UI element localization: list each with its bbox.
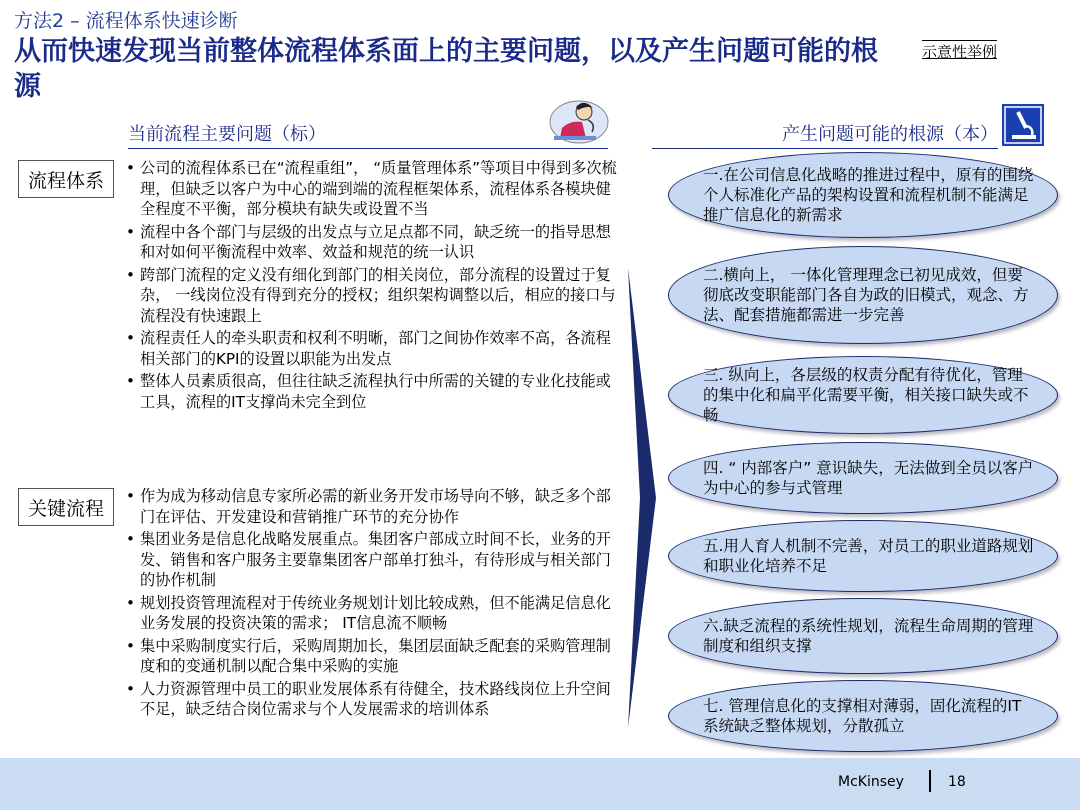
footer-brand: McKinsey [838,774,904,790]
root-cause-text: 七. 管理信息化的支撑相对薄弱，固化流程的IT系统缺乏整体规划，分散孤立 [703,697,1022,735]
list-item: • 公司的流程体系已在“流程重组”， “质量管理体系”等项目中得到多次梳理，但缺乏以客户为中心的端到端的流程框架体系，流程体系各模块健全程度不平衡，部分模块有缺失或设置不当 [126,158,620,220]
page-number: 18 [948,774,966,790]
root-cause-text: 五.用人育人机制不完善，对员工的职业道路规划和职业化培养不足 [703,537,1034,575]
category-process-system: 流程体系 [18,160,114,198]
left-column-heading: 当前流程主要问题（标） [128,120,608,149]
footer-band [0,758,1080,810]
root-cause-ellipse-2 [668,246,1058,344]
category-key-process: 关键流程 [18,488,114,526]
root-cause-ellipse-3 [668,356,1058,434]
footer-divider [929,770,931,792]
list-item: • 集中采购制度实行后，采购周期加长，集团层面缺乏配套的采购管理制度和的变通机制以配合集中采购的实施 [126,636,620,677]
list-item: • 人力资源管理中员工的职业发展体系有待健全，技术路线岗位上升空间不足，缺乏结合岗位需求与个人发展需求的培训体系 [126,679,620,720]
right-column-heading: 产生问题可能的根源（本） [652,120,998,149]
page-subtitle: 方法2 – 流程体系快速诊断 [14,10,238,32]
root-cause-text: 三. 纵向上，各层级的权责分配有待优化，管理的集中化和扁平化需要平衡，相关接口缺失或不畅 [703,366,1029,424]
thinking-person-icon [548,98,610,146]
example-label-text: 示意性举例 [922,43,998,61]
root-cause-ellipse-5 [668,520,1058,592]
root-cause-text: 六.缺乏流程的系统性规划，流程生命周期的管理制度和组织支撑 [703,617,1034,655]
root-cause-ellipse-4 [668,442,1058,514]
list-item: • 规划投资管理流程对于传统业务规划计划比较成熟，但不能满足信息化业务发展的投资决策的需求； IT信息流不顺畅 [126,593,620,634]
key-process-list [126,486,620,722]
list-item: • 跨部门流程的定义没有细化到部门的相关岗位，部分流程的设置过于复杂， 一线岗位没有得到充分的授权；组织架构调整以后，相应的接口与流程没有快速跟上 [126,265,620,327]
heading-connector-line [652,148,712,149]
list-item: • 整体人员素质很高，但往往缺乏流程执行中所需的关键的专业化技能或工具，流程的IT支撑尚未完全到位 [126,371,620,412]
root-cause-ellipse-7 [668,680,1058,752]
page-title: 从而快速发现当前整体流程体系面上的主要问题，以及产生问题可能的根源 [14,36,878,102]
root-cause-ellipse-6 [668,598,1058,674]
list-item: • 集团业务是信息化战略发展重点。集团客户部成立时间不长，业务的开发、销售和客户服务主要靠集团客户部单打独斗，有待形成与相关部门的协作机制 [126,529,620,591]
list-item: • 流程中各个部门与层级的出发点与立足点都不同，缺乏统一的指导思想和对如何平衡流程中效率、效益和规范的统一认识 [126,222,620,263]
root-cause-text: 一.在公司信息化战略的推进过程中，原有的围绕个人标准化产品的架构设置和流程机制不能满足推广信息化的新需求 [703,166,1034,224]
microscope-icon [1002,104,1044,146]
list-item: • 流程责任人的牵头职责和权利不明晰，部门之间协作效率不高，各流程相关部门的KPI的设置以职能为出发点 [126,328,620,369]
process-system-list [126,158,620,414]
root-cause-text: 二.横向上， 一体化管理理念已初见成效，但要彻底改变职能部门各自为政的旧模式，观念、方法、配套措施都需进一步完善 [703,266,1029,324]
root-cause-text: 四. “ 内部客户” 意识缺失，无法做到全员以客户为中心的参与式管理 [703,459,1034,497]
example-label [922,40,997,62]
chevron-arrow-icon [626,268,660,728]
root-cause-ellipse-1 [668,152,1058,238]
list-item: • 作为成为移动信息专家所必需的新业务开发市场导向不够，缺乏多个部门在评估、开发建设和营销推广环节的充分协作 [126,486,620,527]
